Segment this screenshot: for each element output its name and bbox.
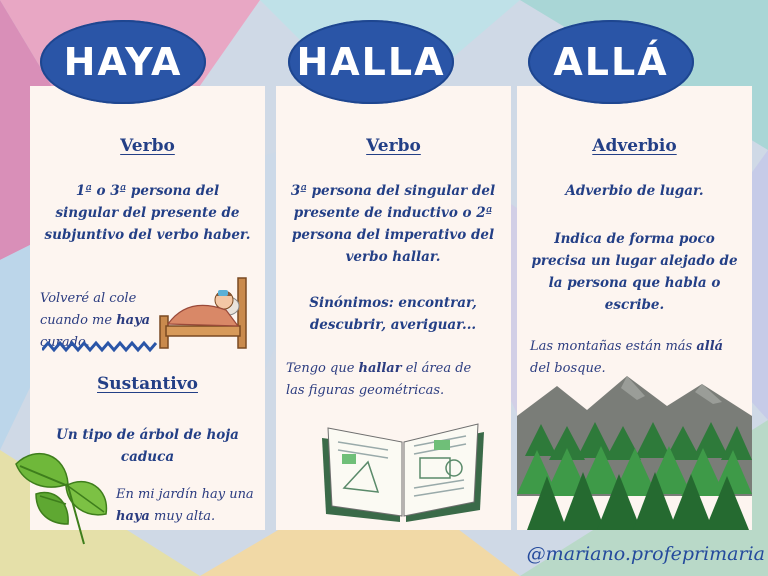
- example-haya: Volveré al cole cuando me haya curado.: [40, 291, 151, 350]
- zigzag-divider-icon: [42, 340, 160, 354]
- child-in-bed-icon: [158, 276, 258, 354]
- synonyms-halla: Sinónimos: encontrar, descubrir, averiguar...: [309, 295, 477, 333]
- leaf-icon: [6, 444, 116, 548]
- example-alla: Las montañas están más allá del bosque.: [530, 339, 724, 376]
- definition2-alla: Indica de forma poco precisa un lugar alejado de la persona que habla o escribe.: [531, 231, 738, 313]
- title-haya: HAYA: [40, 20, 206, 104]
- open-book-icon: [318, 418, 488, 530]
- heading-sustantivo-haya: Sustantivo: [97, 374, 198, 394]
- mountains-forest-icon: [517, 376, 752, 530]
- heading-verbo-haya: Verbo: [120, 136, 175, 156]
- example-halla: Tengo que hallar el área de las figuras geométricas.: [286, 361, 472, 398]
- definition-alla: Adverbio de lugar.: [565, 183, 704, 199]
- credit-handle: @mariano.profeprimaria: [526, 543, 765, 565]
- definition-halla: 3ª persona del singular del presente de inductivo o 2ª persona del imperativo del verbo hallar.: [290, 183, 496, 265]
- example2-haya: En mi jardín hay una haya muy alta.: [116, 487, 254, 524]
- title-halla: HALLA: [288, 20, 454, 104]
- title-alla: ALLÁ: [528, 20, 694, 104]
- heading-verbo-halla: Verbo: [366, 136, 421, 156]
- definition-haya: 1ª o 3ª persona del singular del presente de subjuntivo del verbo haber.: [44, 183, 251, 243]
- definition2-haya: Un tipo de árbol de hoja caduca: [56, 427, 239, 465]
- heading-adverbio-alla: Adverbio: [592, 136, 677, 156]
